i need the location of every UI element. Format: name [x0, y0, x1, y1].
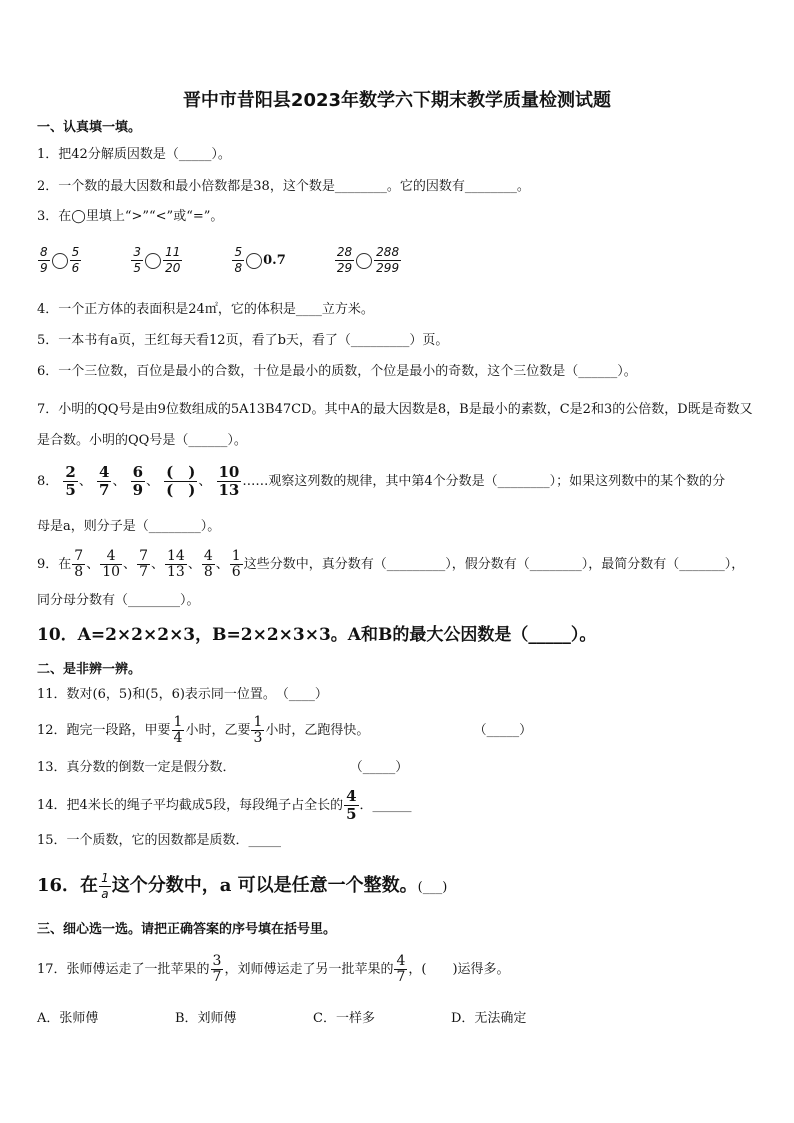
question-17-options — [37, 1010, 758, 1028]
answer-blank[interactable]: ．______ — [359, 798, 412, 813]
fraction: $\frac{1}{3}$ — [253, 714, 263, 746]
fraction: $\frac{11}{20}$ — [165, 245, 181, 275]
fraction: $\frac{4}{8}$ — [203, 548, 213, 580]
question-17-text: ，( )运得多。 — [408, 962, 510, 977]
fraction: $\frac{4}{7}$ — [99, 463, 110, 499]
compare-item-d — [334, 245, 402, 276]
question-14-text: 14．把4米长的绳子平均截成5段，每段绳子占全长的 — [37, 798, 344, 813]
compare-circle[interactable] — [246, 253, 262, 269]
fraction: $\frac{5}{6}$ — [71, 245, 80, 275]
compare-circle[interactable] — [145, 253, 161, 269]
fraction: $\frac{288}{299}$ — [376, 245, 400, 275]
compare-circle[interactable] — [356, 253, 372, 269]
page-title: 晋中市昔阳县2023年数学六下期末教学质量检测试题 — [182, 90, 612, 111]
question-8-continued: 母是a，则分子是（________）。 — [37, 519, 221, 534]
question-2: 2．一个数的最大因数和最小倍数都是38，这个数是________。它的因数有________。 — [37, 179, 530, 194]
question-11: 11．数对(6，5)和(5，6)表示同一位置。 （____） — [37, 687, 328, 702]
question-8-label: 8． — [37, 474, 59, 489]
question-8: 8． $\frac{2}{5}$ 、 $\frac{4}{7}$ 、 $\frac{6}{9}$ 、 $\frac{( )}{( )}$ 、 $\frac{10}{13}$ ……观察这列数的规律，其中第4个分数是（________）；如果这列数中的某个数的分 — [37, 463, 726, 499]
question-3: 3．在◯里填上“>”“<”或“=”。 — [37, 209, 224, 224]
answer-blank[interactable]: (___) — [417, 880, 448, 895]
question-12 — [37, 713, 758, 749]
fraction: $\frac{1}{4}$ — [173, 714, 183, 746]
option-a[interactable]: A．张师傅 — [37, 1011, 99, 1026]
fraction: $\frac{8}{9}$ — [40, 245, 48, 275]
question-10: 10．A=2×2×2×3，B=2×2×3×3。A和B的最大公因数是（_____）。 — [37, 625, 597, 645]
blank-fraction[interactable]: $\frac{( )}{( )}$ — [166, 463, 196, 499]
fraction: $\frac{4}{5}$ — [346, 787, 357, 823]
question-12-text: 12．跑完一段路，甲要 — [37, 723, 171, 738]
fraction: $\frac{7}{8}$ — [74, 548, 84, 580]
fraction: $\frac{6}{9}$ — [132, 463, 144, 499]
question-14 — [37, 788, 758, 824]
fraction: $\frac{28}{29}$ — [336, 245, 353, 275]
section-1-heading: 一、认真填一填。 — [37, 120, 142, 135]
fraction: $\frac{1}{6}$ — [231, 548, 241, 580]
question-16-text: 16．在 — [37, 875, 99, 896]
question-13 — [37, 759, 758, 777]
option-c[interactable]: C．一样多 — [313, 1011, 375, 1026]
section-2-heading: 二、是非辨一辨。 — [37, 662, 142, 677]
question-16 — [37, 866, 758, 908]
question-5: 5．一本书有a页，王红每天看12页，看了b天，看了（_________）页。 — [37, 333, 449, 348]
question-6: 6．一个三位数，百位是最小的合数，十位是最小的质数，个位是最小的奇数，这个三位数是（______）。 — [37, 364, 637, 379]
question-9-continued: 同分母分数有（________）。 — [37, 593, 200, 608]
fraction: $\frac{4}{10}$ — [102, 548, 121, 580]
question-15: 15．一个质数，它的因数都是质数．_____ — [37, 833, 282, 848]
question-8-text: ……观察这列数的规律，其中第4个分数是（________）；如果这列数中的某个数的分 — [242, 474, 726, 489]
compare-item-a — [37, 245, 82, 276]
question-17 — [37, 952, 758, 988]
compare-item-b — [130, 245, 183, 276]
fraction: $\frac{7}{7}$ — [139, 548, 148, 580]
option-d[interactable]: D．无法确定 — [451, 1011, 527, 1026]
fraction: $\frac{4}{7}$ — [396, 953, 406, 985]
question-3-comparisons — [37, 244, 758, 276]
answer-blank[interactable]: （_____） — [473, 723, 533, 738]
question-17-text: 17．张师傅运走了一批苹果的 — [37, 962, 210, 977]
answer-blank[interactable]: （_____） — [349, 760, 409, 775]
option-b[interactable]: B．刘师傅 — [175, 1011, 237, 1026]
question-13-text: 13．真分数的倒数一定是假分数． — [37, 760, 236, 775]
fraction: $\frac{3}{7}$ — [212, 953, 222, 985]
question-17-text: ，刘师傅运走了另一批苹果的 — [224, 962, 394, 977]
fraction: $\frac{5}{8}$ — [234, 245, 243, 275]
question-9-label: 9．在 — [37, 557, 72, 572]
compare-value: 0.7 — [263, 252, 286, 268]
compare-circle[interactable] — [52, 253, 68, 269]
fraction: $\frac{1}{a}$ — [101, 870, 109, 901]
question-9: 9．在 $\frac{7}{8}$ 、 $\frac{4}{10}$ 、 $\frac{7}{7}$ 、 $\frac{14}{13}$ 、 $\frac{4}{8}$ 、 $\frac{1}{6}$ 这些分数中，真分数有（_________），假分数有（________），最简分数有（_______）， — [37, 548, 745, 580]
question-4: 4．一个正方体的表面积是24㎡，它的体积是____立方米。 — [37, 302, 374, 317]
compare-item-c — [231, 245, 285, 276]
question-12-text: 小时，乙跑得快。 — [265, 723, 370, 738]
fraction: $\frac{2}{5}$ — [65, 463, 76, 499]
fraction: $\frac{3}{5}$ — [133, 245, 142, 275]
question-7: 7．小明的QQ号是由9位数组成的5A13B47CD。其中A的最大因数是8，B是最小的素数，C是2和3的公倍数，D既是奇数又是合数。小明的QQ号是（______）。 — [37, 402, 753, 448]
question-16-text: 这个分数中，a 可以是任意一个整数。 — [111, 875, 418, 896]
fraction: $\frac{14}{13}$ — [167, 548, 185, 580]
question-12-text: 小时，乙要 — [185, 723, 251, 738]
fraction: $\frac{10}{13}$ — [218, 463, 240, 499]
question-1: 1．把42分解质因数是（_____）。 — [37, 147, 231, 162]
question-9-text: 这些分数中，真分数有（_________），假分数有（________），最简分数有（_______）， — [243, 557, 745, 572]
section-3-heading: 三、细心选一选。请把正确答案的序号填在括号里。 — [37, 922, 337, 937]
